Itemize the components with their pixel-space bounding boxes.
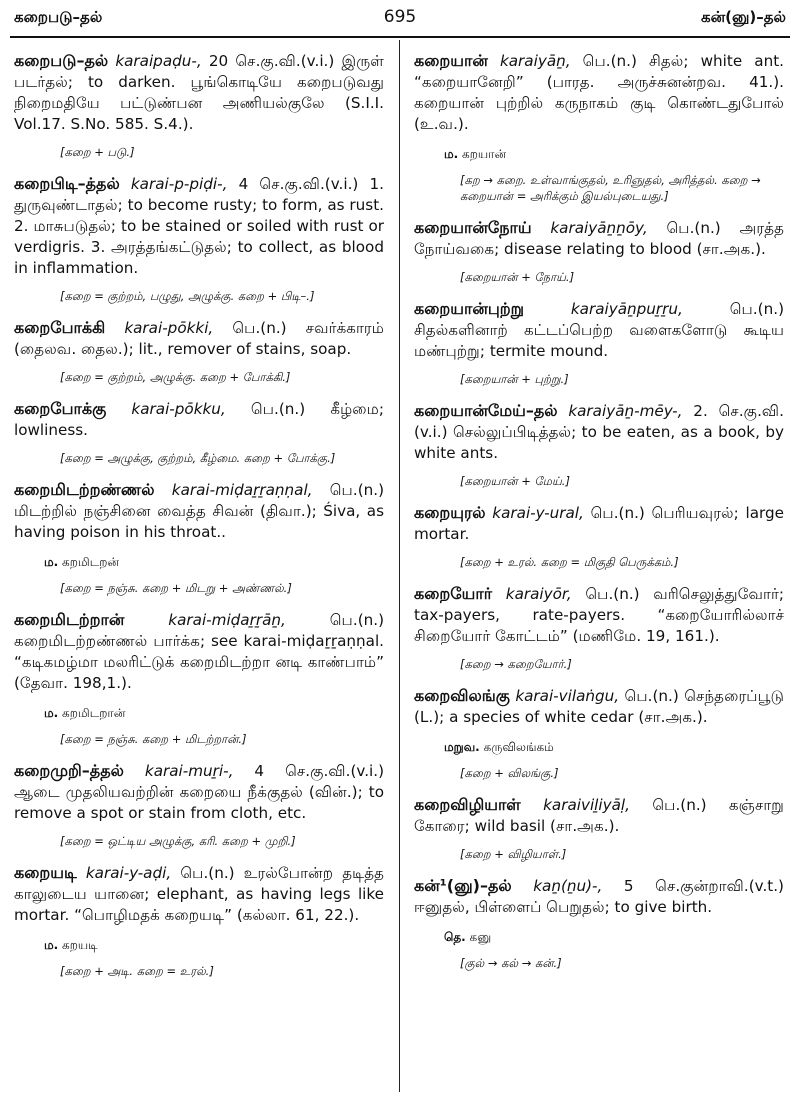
dictionary-entry xyxy=(414,400,784,490)
entry-etymology: [கற → கறை. உள்வாங்குதல், உரிஞுதல், அரித்தல். கறை → கறையான் = அரிக்கும் இயல்புடையது.] xyxy=(460,173,761,203)
entry-transliteration: karai-pōkku, xyxy=(131,400,226,418)
dictionary-entry xyxy=(14,173,384,305)
entry-etymology: [கறை = நஞ்சு. கறை + மிடறு + அண்ணல்.] xyxy=(60,581,292,595)
entry-body: பெ.(n.) சிதல்களினாற் கட்டப்பெற்ற வளைகளோடு கூடிய மண்புற்று; termite mound. xyxy=(414,300,784,360)
dictionary-entry xyxy=(14,609,384,748)
page-number: 695 xyxy=(383,7,417,27)
entry-definition xyxy=(414,583,784,647)
column-divider xyxy=(399,40,400,1092)
entry-body: பெ.(n.) பெரியவுரல்; large mortar. xyxy=(414,504,785,543)
dictionary-entry xyxy=(14,479,384,597)
entry-definition xyxy=(14,479,384,543)
entry-etymology: [கறை = நஞ்சு. கறை + மிடற்றான்.] xyxy=(60,732,247,746)
dictionary-entry xyxy=(414,875,784,972)
entry-cognate xyxy=(44,938,384,954)
cognate-language: ம. xyxy=(44,555,59,569)
cognate-word: கனு xyxy=(469,930,492,944)
entry-body: பெ.(n.) கீழ்மை; lowliness. xyxy=(14,400,384,439)
entry-definition xyxy=(414,502,784,545)
entry-headword: கறைவிலங்கு xyxy=(414,686,510,705)
dictionary-entry xyxy=(414,794,784,863)
dictionary-entry xyxy=(414,583,784,673)
entry-transliteration: karai-pōkki, xyxy=(124,319,214,337)
dictionary-entry xyxy=(414,50,784,205)
entry-definition xyxy=(14,398,384,441)
dictionary-entry xyxy=(414,502,784,571)
dictionary-entry xyxy=(14,317,384,386)
dictionary-entry xyxy=(414,217,784,286)
entry-body: பெ.(n.) செந்தரைப்பூடு (L.); a species of white cedar (சா.அக.). xyxy=(414,687,784,726)
entry-body: பெ.(n.) வரிசெலுத்துவோர்; tax-payers, rate-payers. “கறையோரில்லாச் சிறையோர் கோட்டம்” (மணிமே. 19, 161.). xyxy=(414,585,785,645)
cognate-word: கறமிடறான் xyxy=(62,706,126,720)
entry-body: 4 செ.கு.வி.(v.i.) 1. துருவுண்டாதல்; to become rusty; to form, as rust. 2. மாசுபடுதல்; to be stained or soiled with rust or verdigris. 3. அரத்தங்கட்டுதல்; to collect, as blood in inflammation. xyxy=(14,175,384,277)
dictionary-entry xyxy=(14,862,384,980)
entry-body: 5 செ.குன்றாவி.(v.t.) ஈனுதல், பிள்ளைப் பெறுதல்; to give birth. xyxy=(414,877,784,916)
entry-body: பெ.(n.) கஞ்சாறு கோரை; wild basil (சா.அக.). xyxy=(414,796,784,835)
entry-body: 20 செ.கு.வி.(v.i.) இருள் படர்தல்; to darken. பூங்கொடியே கறைபடுவது நிறைமதியே பட்டுண்பன அணியல்குலே (S.I.I. Vol.17. S.No. 585. S.4.). xyxy=(14,52,384,133)
entry-body: பெ.(n.) சிதல்; white ant. “கறையானேறி” (பாரத. அருச்சுனன்றவ. 41.). கறையான் புற்றில் கருநாகம் குடி கொண்டதுபோல் (உ.வ.). xyxy=(414,52,784,133)
entry-headword: கறைமிடற்றான் xyxy=(14,610,125,629)
entry-headword: கறையான்புற்று xyxy=(414,299,525,318)
entry-headword: கறைபோக்கு xyxy=(14,399,107,418)
entry-body: 2. செ.கு.வி. (v.i.) செல்லுப்பிடித்தல்; to be eaten, as a book, by white ants. xyxy=(414,402,785,462)
entry-etymology: [கறையான் + நோய்.] xyxy=(460,270,575,284)
entry-etymology: [குல் → கல் → கன்.] xyxy=(460,956,562,970)
cognate-language: மறுவ. xyxy=(444,740,480,754)
entry-headword: கறைபடு–தல் xyxy=(14,51,109,70)
entry-transliteration: karai-p-piḍi-, xyxy=(130,175,228,193)
cognate-language: ம. xyxy=(44,706,59,720)
entry-definition xyxy=(14,609,384,694)
dictionary-entry xyxy=(14,760,384,850)
cognate-word: கருவிலங்கம் xyxy=(483,740,554,754)
entry-headword: கறையான்மேய்–தல் xyxy=(414,401,558,420)
entry-cognate xyxy=(444,930,784,946)
entry-definition xyxy=(414,217,784,260)
left-column xyxy=(14,50,384,992)
entry-etymology: [கறை + அடி. கறை = உரல்.] xyxy=(60,964,214,978)
entry-cognate xyxy=(44,555,384,571)
entry-transliteration: karai-vilaṅgu, xyxy=(515,687,620,705)
entry-headword: கறையுரல் xyxy=(414,503,486,522)
entry-transliteration: karai-y-ural, xyxy=(492,504,584,522)
entry-body: பெ.(n.) மிடற்றில் நஞ்சினை வைத்த சிவன் (திவா.); Śiva, as having poison in his throat.. xyxy=(14,481,384,541)
entry-headword: கறைபிடி–த்தல் xyxy=(14,174,120,193)
dictionary-entry xyxy=(414,298,784,388)
dictionary-entry xyxy=(14,398,384,467)
cognate-word: கறயான் xyxy=(462,147,507,161)
entry-transliteration: karaiyāṉṉōy, xyxy=(550,219,648,237)
entry-definition xyxy=(414,50,784,135)
entry-cognate xyxy=(444,740,784,756)
entry-transliteration: karaiyāṉ-mēy-, xyxy=(568,402,683,420)
entry-transliteration: karai-miḍaṟṟāṉ, xyxy=(168,611,286,629)
running-head-right: கன்(னு)–தல் xyxy=(701,8,786,26)
entry-cognate xyxy=(444,147,784,163)
dictionary-entry xyxy=(14,50,384,161)
cognate-word: கறயடி xyxy=(62,938,98,952)
entry-etymology: [கறை = ஒட்டிய அழுக்கு, கரி. கறை + முறி.] xyxy=(60,834,296,848)
entry-definition xyxy=(14,173,384,279)
entry-body: பெ.(n.) சவர்க்காரம் (தைலவ. தைல.); lit., remover of stains, soap. xyxy=(14,319,384,358)
entry-headword: கறையோர் xyxy=(414,584,493,603)
entry-transliteration: karai-y-aḍi, xyxy=(85,864,172,882)
entry-transliteration: karaiyāṉpuṟṟu, xyxy=(570,300,683,318)
entry-transliteration: karaiviḻiyāḷ, xyxy=(543,796,630,814)
entry-body: 4 செ.கு.வி.(v.i.) ஆடை முதலியவற்றின் கறையை நீக்குதல் (வின்.); to remove a spot or stain from cloth, etc. xyxy=(14,762,384,822)
entry-headword: கறைமிடற்றண்ணல் xyxy=(14,480,155,499)
entry-etymology: [கறை + உரல். கறை = மிகுதி பெருக்கம்.] xyxy=(460,555,679,569)
entry-headword: கறையடி xyxy=(14,863,77,882)
entry-body: பெ.(n.) கறைமிடற்றண்ணல் பார்க்க; see karai-miḍaṟṟaṇṇal. “கடிகமழ்மா மலரிட்டுக் கறைமிடற்றா னடி காண்பாம்” (தேவா. 198,1.). xyxy=(14,611,384,692)
entry-etymology: [கறை = குற்றம், பழுது, அழுக்கு. கறை + பிடி–.] xyxy=(60,289,315,303)
entry-definition xyxy=(14,50,384,135)
entry-transliteration: karaiyōr, xyxy=(505,585,572,603)
entry-headword: கறையான்நோய் xyxy=(414,218,532,237)
entry-transliteration: kaṉ(ṉu)-, xyxy=(533,877,603,895)
entry-definition xyxy=(414,875,784,918)
entry-etymology: [கறை = அழுக்கு, குற்றம், கீழ்மை. கறை + போக்கு.] xyxy=(60,451,336,465)
header-rule xyxy=(10,36,790,38)
entry-etymology: [கறை → கறையோர்.] xyxy=(460,657,572,671)
entry-definition xyxy=(414,685,784,728)
entry-etymology: [கறையான் + மேய்.] xyxy=(460,474,570,488)
dictionary-entry xyxy=(414,685,784,782)
cognate-language: தெ. xyxy=(444,930,466,944)
entry-definition xyxy=(414,298,784,362)
entry-definition xyxy=(14,317,384,360)
entry-headword: கறையான் xyxy=(414,51,488,70)
entry-definition xyxy=(414,794,784,837)
entry-headword: கறைமுறி–த்தல் xyxy=(14,761,124,780)
entry-body: பெ.(n.) அரத்த நோய்வகை; disease relating to blood (சா.அக.). xyxy=(414,219,785,258)
entry-definition xyxy=(14,760,384,824)
entry-etymology: [கறை + விலங்கு.] xyxy=(460,766,559,780)
entry-definition xyxy=(414,400,784,464)
entry-etymology: [கறை + விழியாள்.] xyxy=(460,847,567,861)
entry-transliteration: karaiyāṉ, xyxy=(499,52,571,70)
entry-transliteration: karai-miḍaṟṟaṇṇal, xyxy=(171,481,313,499)
entry-headword: கறைவிழியாள் xyxy=(414,795,521,814)
entry-headword: கன்¹(னு)–தல் xyxy=(414,876,512,895)
cognate-language: ம. xyxy=(44,938,59,952)
running-head-left: கறைபடு–தல் xyxy=(14,8,103,26)
right-column xyxy=(414,50,784,984)
cognate-language: ம. xyxy=(444,147,459,161)
entry-etymology: [கறை + படு.] xyxy=(60,145,135,159)
entry-definition xyxy=(14,862,384,926)
entry-body: பெ.(n.) உரல்போன்ற தடித்த காலுடைய யானை; elephant, as having legs like mortar. “பொழிமதக் கறையடி” (கல்லா. 61, 22.). xyxy=(14,864,384,924)
entry-headword: கறைபோக்கி xyxy=(14,318,106,337)
cognate-word: கறமிடறன் xyxy=(62,555,120,569)
entry-transliteration: karai-muṟi-, xyxy=(144,762,234,780)
entry-etymology: [கறையான் + புற்று.] xyxy=(460,372,569,386)
entry-etymology: [கறை = குற்றம், அழுக்கு. கறை + போக்கி.] xyxy=(60,370,291,384)
entry-cognate xyxy=(44,706,384,722)
entry-transliteration: karaipaḍu-, xyxy=(115,52,202,70)
